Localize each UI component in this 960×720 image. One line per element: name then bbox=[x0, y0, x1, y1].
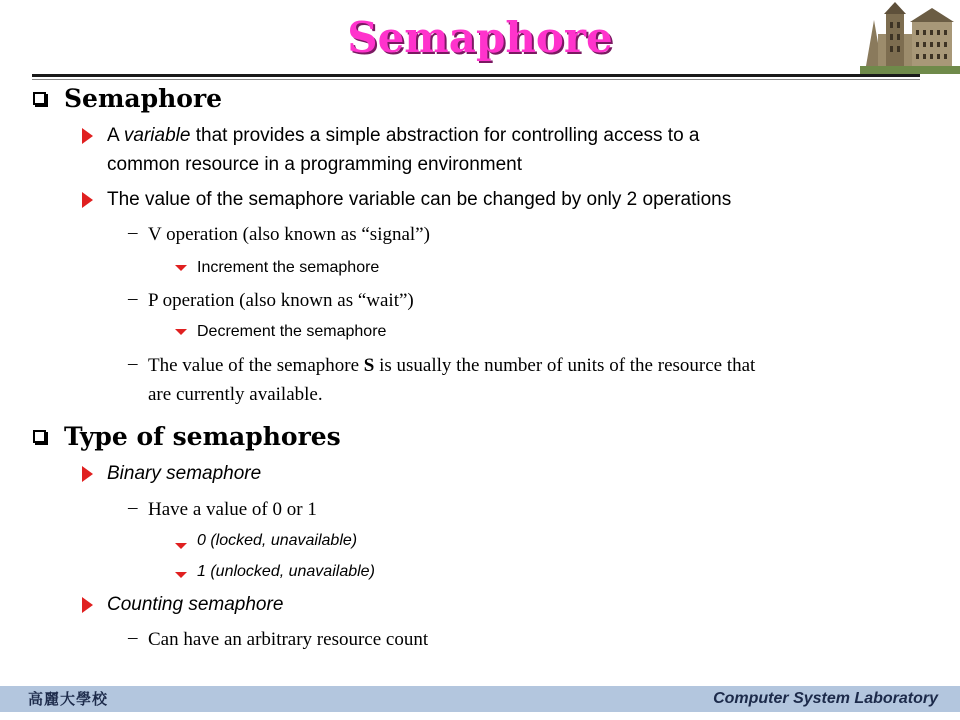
sub-sub-bullet-text: Decrement the semaphore bbox=[197, 323, 387, 340]
down-arrowhead-icon bbox=[175, 572, 187, 578]
bullet-text: A variable that provides a simple abstraction for controlling access to a bbox=[107, 125, 700, 146]
bullet-text: The value of the semaphore variable can be changed by only 2 operations bbox=[107, 189, 732, 210]
right-arrowhead-icon bbox=[82, 192, 93, 208]
down-arrowhead-icon bbox=[175, 329, 187, 335]
bullet-text-continuation: common resource in a programming environment bbox=[107, 154, 523, 175]
right-arrowhead-icon bbox=[82, 128, 93, 144]
footer-lab-name: Computer System Laboratory bbox=[713, 690, 938, 707]
sub-bullet-text-continuation: are currently available. bbox=[148, 384, 323, 405]
hollow-square-bullet-icon bbox=[33, 92, 46, 105]
sub-bullet-text: Can have an arbitrary resource count bbox=[148, 629, 429, 650]
title-rule bbox=[32, 74, 920, 77]
down-arrowhead-icon bbox=[175, 543, 187, 549]
dash-bullet: – bbox=[128, 288, 138, 309]
down-arrowhead-icon bbox=[175, 265, 187, 271]
dash-bullet: – bbox=[128, 222, 138, 243]
right-arrowhead-icon bbox=[82, 597, 93, 613]
sub-bullet-text: V operation (also known as “signal”) bbox=[148, 224, 430, 245]
bullet-text: Binary semaphore bbox=[107, 463, 262, 484]
right-arrowhead-icon bbox=[82, 466, 93, 482]
sub-bullet-text: Have a value of 0 or 1 bbox=[148, 499, 317, 520]
sub-sub-bullet-text: 0 (locked, unavailable) bbox=[197, 532, 358, 549]
sub-sub-bullet-text: Increment the semaphore bbox=[197, 259, 380, 276]
title-rule-shadow bbox=[32, 79, 920, 80]
dash-bullet: – bbox=[128, 353, 138, 374]
hollow-square-bullet-icon bbox=[33, 430, 46, 443]
sub-bullet-text: The value of the semaphore S is usually the number of units of the resource that bbox=[148, 355, 756, 376]
slide-title: Semaphore bbox=[347, 13, 613, 62]
dash-bullet: – bbox=[128, 497, 138, 518]
section-heading: Type of semaphores bbox=[64, 422, 341, 451]
bullet-text: Counting semaphore bbox=[107, 594, 284, 615]
section-heading: Semaphore bbox=[64, 84, 223, 113]
footer-university-name: 高麗大學校 bbox=[28, 690, 109, 708]
university-building-icon bbox=[860, 0, 960, 74]
sub-bullet-text: P operation (also known as “wait”) bbox=[148, 290, 414, 311]
dash-bullet: – bbox=[128, 627, 138, 648]
sub-sub-bullet-text: 1 (unlocked, unavailable) bbox=[197, 563, 375, 580]
